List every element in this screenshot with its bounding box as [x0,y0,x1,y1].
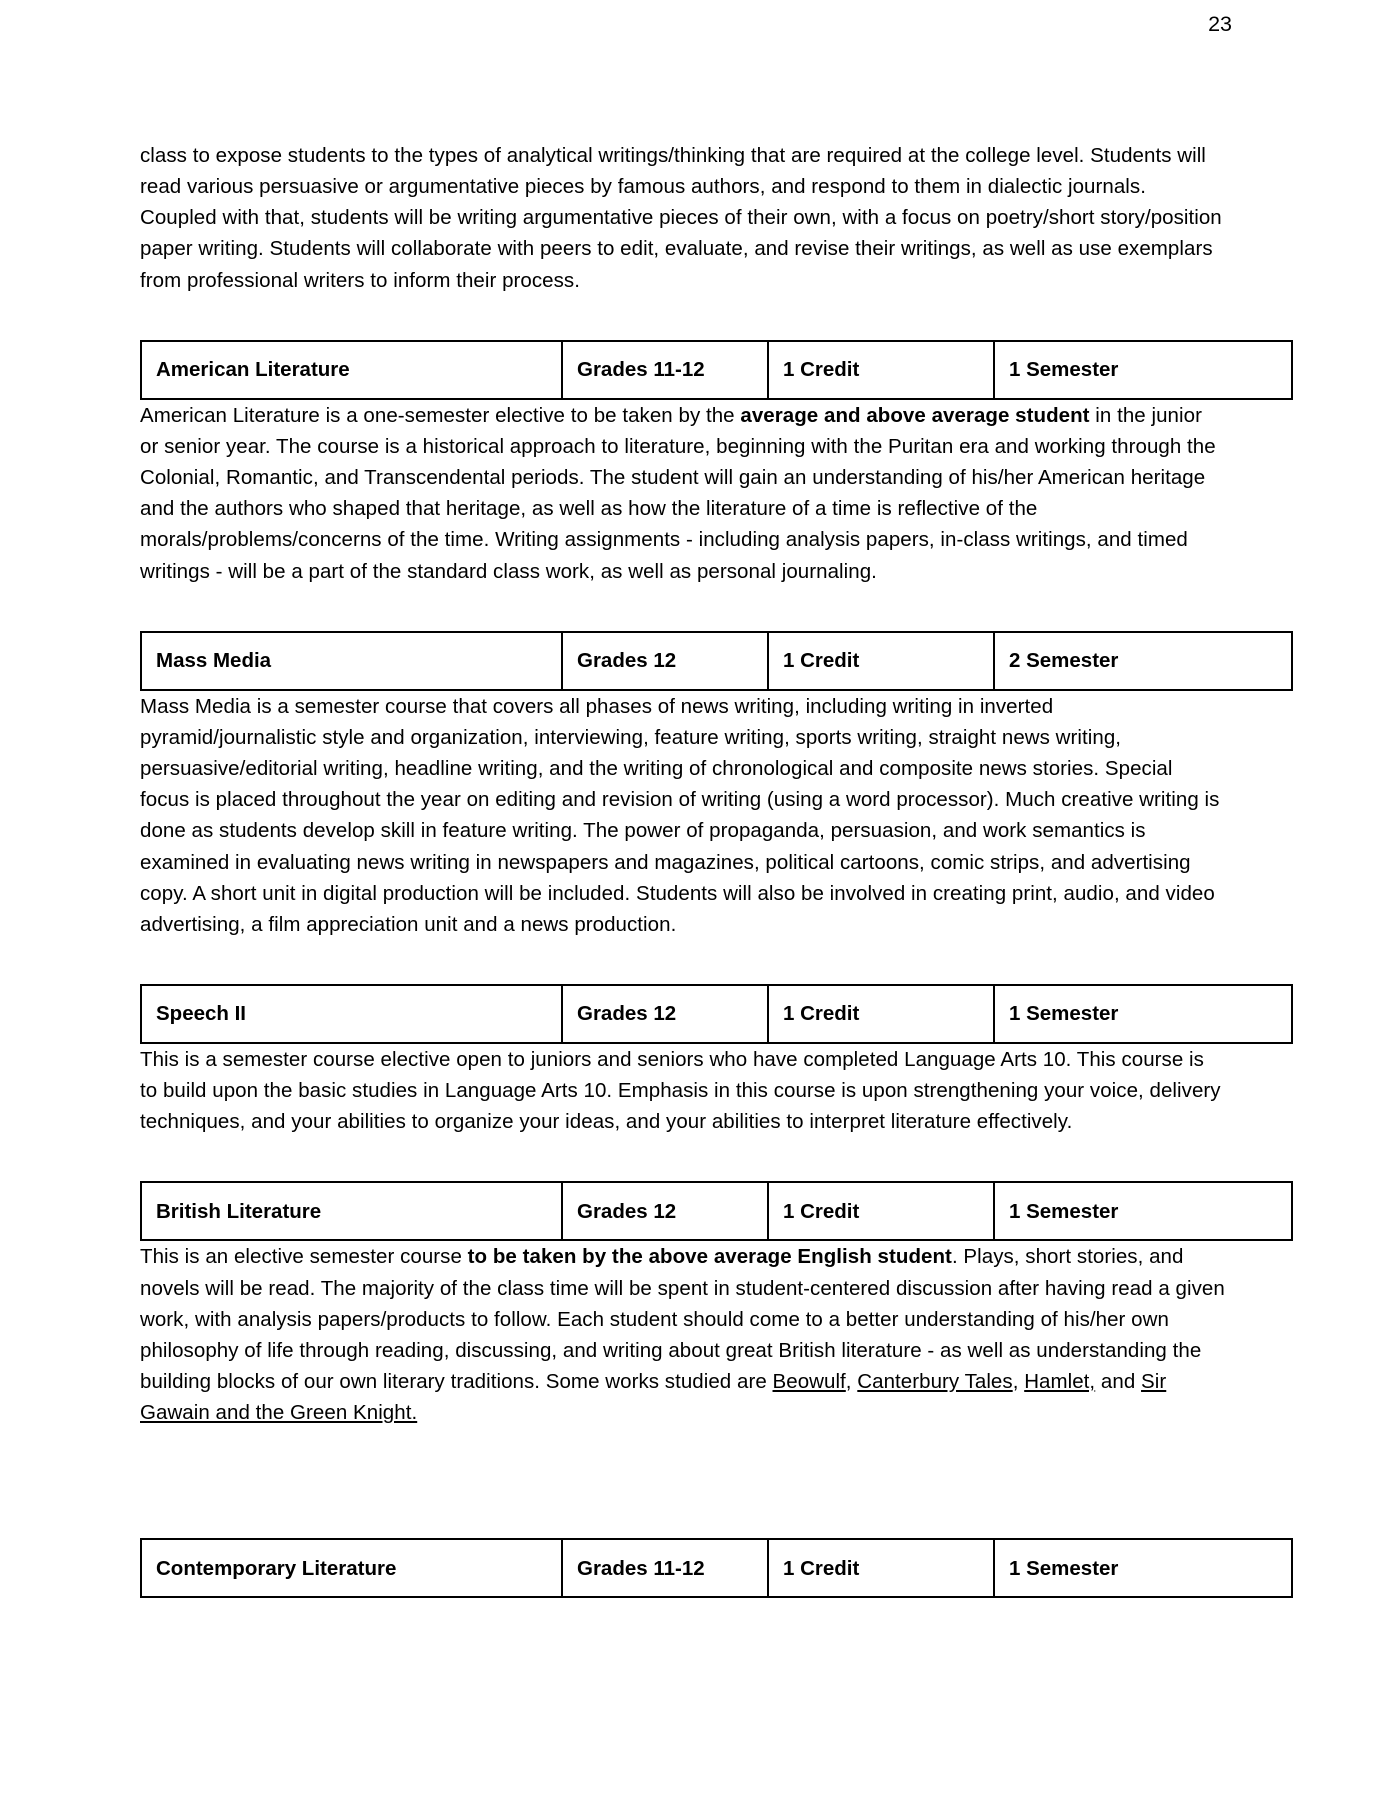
course-table-british-literature [140,1181,1293,1241]
course-credit: 1 Credit [768,632,994,690]
document-body [140,140,1225,1598]
course-credit: 1 Credit [768,1182,994,1240]
description-emphasis: to be taken by the above average English student [467,1245,952,1269]
table-row [141,632,1292,690]
course-grades: Grades 12 [562,1182,768,1240]
course-table-contemporary-literature [140,1538,1293,1598]
course-name: Mass Media [141,632,562,690]
table-row [141,985,1292,1043]
spacer [140,1137,1225,1181]
course-description-american-literature [140,400,1225,587]
literary-work-title: Beowulf [772,1370,846,1394]
course-name: American Literature [141,341,562,399]
description-lead: American Literature is a one-semester elective to be taken by the [140,403,741,427]
course-credit: 1 Credit [768,1539,994,1597]
course-term: 1 Semester [994,985,1292,1043]
course-description-mass-media: Mass Media is a semester course that covers all phases of news writing, including writing in inverted pyramid/journalistic style and organization, interviewing, feature writing, sports writing, straight news writing, persuasive/editorial writing, headline writing, and the writing of chronological and composite news stories. Special focus is placed throughout the year on editing and revision of writing (using a word processor). Much creative writing is done as students develop skill in feature writing. The power of propaganda, persuasion, and work semantics is examined in evaluating news writing in newspapers and magazines, political cartoons, comic strips, and advertising copy. A short unit in digital production will be included. Students will also be involved in creating print, audio, and video advertising, a film appreciation unit and a news production. [140,694,1220,936]
description-emphasis: average and above average student [740,403,1090,427]
spacer [140,296,1225,340]
separator: and [1095,1370,1142,1394]
course-grades: Grades 12 [562,985,768,1043]
course-table-speech-ii [140,984,1293,1044]
table-row [141,1182,1292,1240]
course-term: 2 Semester [994,632,1292,690]
course-term: 1 Semester [994,1182,1292,1240]
course-grades: Grades 11-12 [562,1539,768,1597]
literary-work-title: Sir Gawain and the Green Knight. [140,1370,1167,1425]
course-description-speech-ii: This is a semester course elective open to juniors and seniors who have completed Language Arts 10. This course is to build upon the basic studies in Language Arts 10. Emphasis in this course is upon strengthening your voice, delivery techniques, and your abilities to organize your ideas, and your abilities to interpret literature effectively. [140,1047,1221,1134]
spacer [140,587,1225,631]
course-grades: Grades 12 [562,632,768,690]
course-name: Contemporary Literature [141,1539,562,1597]
description-lead: This is an elective semester course [140,1245,468,1269]
spacer [140,940,1225,984]
table-row [141,341,1292,399]
table-row [141,1539,1292,1597]
separator: , [845,1370,858,1394]
course-credit: 1 Credit [768,985,994,1043]
course-grades: Grades 11-12 [562,341,768,399]
description-rest: . Plays, short stories, and novels will be read. The majority of the class time will be spent in student-centered discussion after having read a given work, with analysis papers/products to follow. Each student should come to a better understanding of his/her own philosophy of life through reading, discussing, and writing about great British literature - as well as understanding the building blocks of our own literary traditions. Some works studied are [140,1245,1225,1394]
course-table-mass-media [140,631,1293,691]
description-rest: in the junior or senior year. The course is a historical approach to literature, beginning with the Puritan era and working through the Colonial, Romantic, and Transcendental periods. The student will gain an understanding of his/her American heritage and the authors who shaped that heritage, as well as how the literature of a time is reflective of the morals/problems/concerns of the time. Writing assignments - including analysis papers, in-class writings, and timed writings - will be a part of the standard class work, as well as personal journaling. [140,403,1216,583]
literary-work-title: Hamlet, [1024,1370,1096,1394]
literary-work-title: Canterbury Tales [857,1370,1013,1394]
course-term: 1 Semester [994,341,1292,399]
separator: , [1012,1370,1025,1394]
page-number: 23 [1208,12,1232,36]
course-name: British Literature [141,1182,562,1240]
course-term: 1 Semester [994,1539,1292,1597]
course-description-british-literature [140,1241,1225,1428]
course-table-american-literature [140,340,1293,400]
course-name: Speech II [141,985,562,1043]
course-credit: 1 Credit [768,341,994,399]
spacer [140,1428,1225,1538]
intro-paragraph: class to expose students to the types of analytical writings/thinking that are required at the college level. Students will read various persuasive or argumentative pieces by famous authors, and respond to them in dialectic journals. Coupled with that, students will be writing argumentative pieces of their own, with a focus on poetry/short story/position paper writing. Students will collaborate with peers to edit, evaluate, and revise their writings, as well as use exemplars from professional writers to inform their process. [140,144,1222,292]
